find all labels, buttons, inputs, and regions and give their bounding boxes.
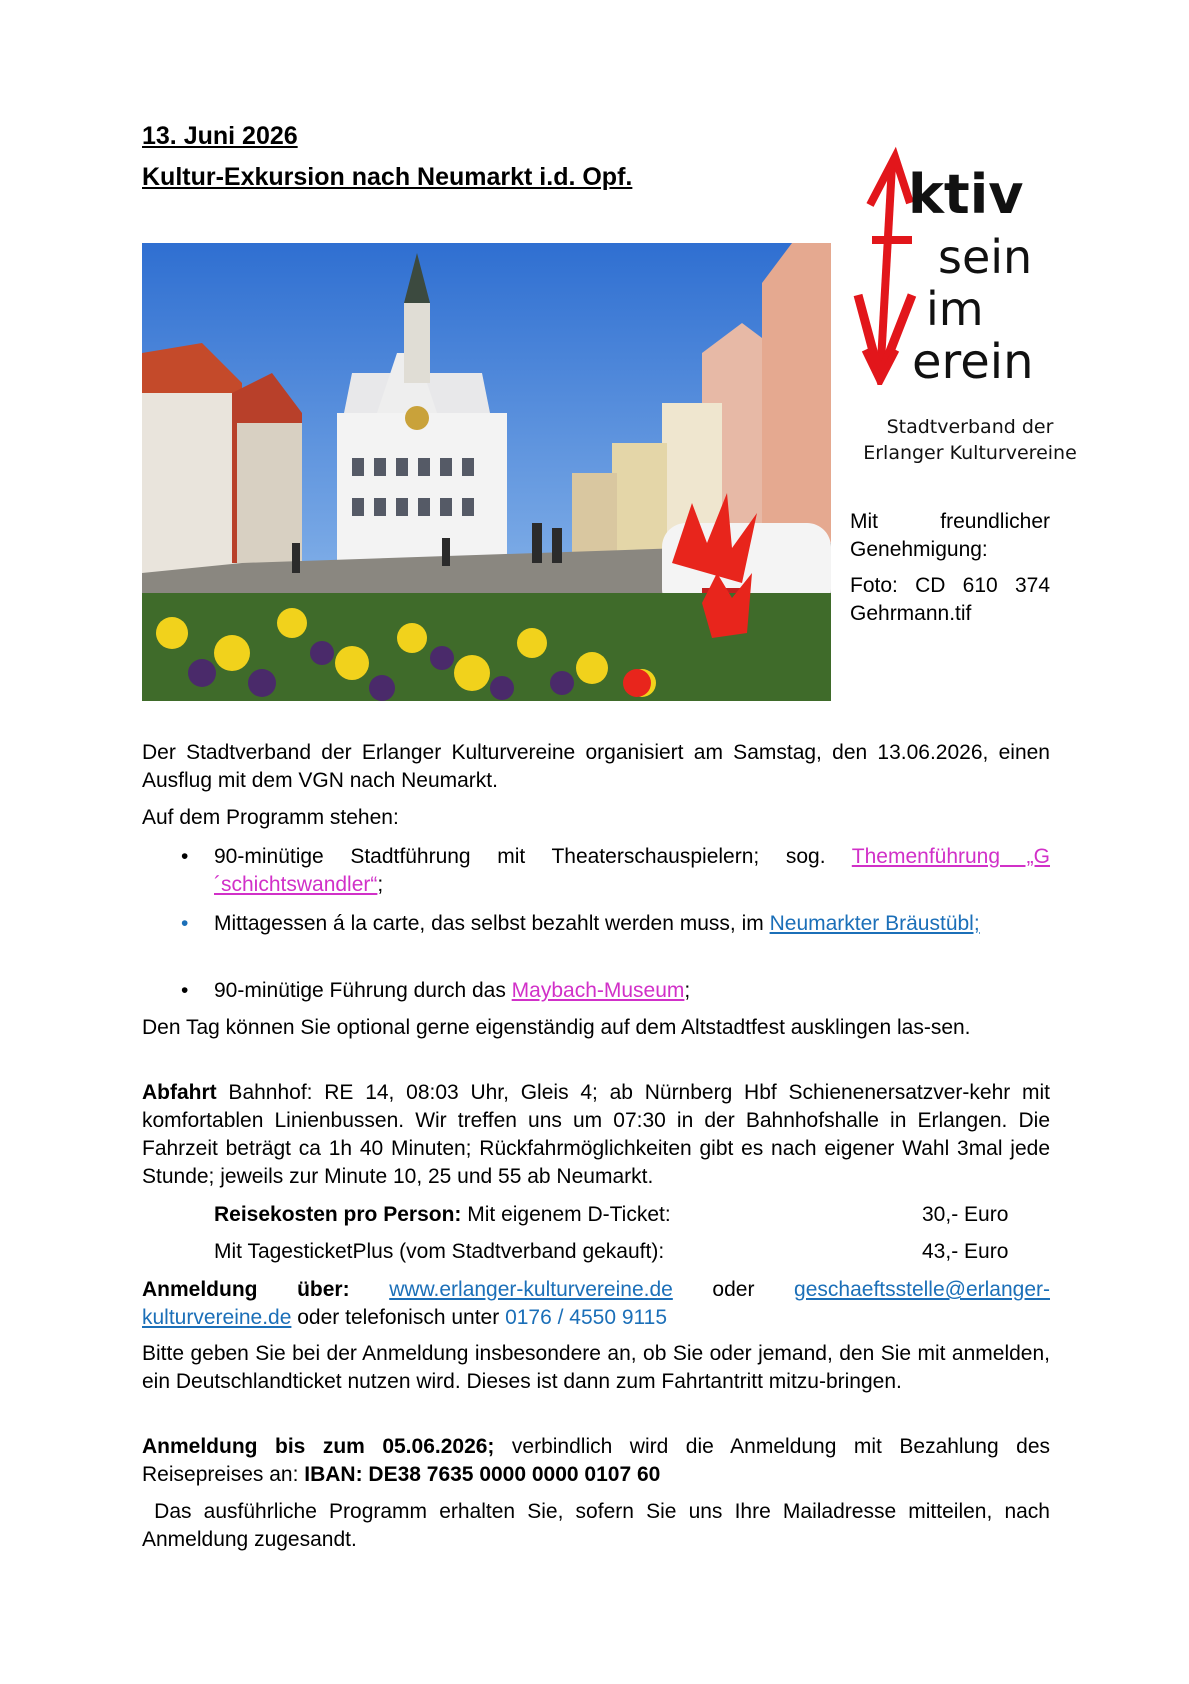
town-photo-illustration xyxy=(142,243,831,701)
logo-word-aktiv: ktiv xyxy=(908,163,1024,226)
iban: IBAN: DE38 7635 0000 0000 0107 60 xyxy=(304,1463,661,1486)
cost-amount-dticket: 30,- Euro xyxy=(922,1203,1009,1226)
departure-label: Abfahrt xyxy=(142,1081,217,1104)
ticket-note-paragraph: Bitte geben Sie bei der Anmeldung insbesondere an, ob Sie oder jemand, den Sie mit anmelden, ein Deutschlandticket nutzen wird. Dieses ist dann zum Fahrtantritt mitzu-bringen. xyxy=(142,1342,1050,1393)
registration-paragraph: Anmeldung über: www.erlanger-kulturvereine.de oder geschaeftsstelle@erlanger-kulturvereine.de oder telefonisch unter 0176 / 4550 9115 xyxy=(142,1278,1050,1329)
cost-amount-tagesticket: 43,- Euro xyxy=(922,1240,1009,1263)
neumarkt-town-square-photo xyxy=(142,243,831,701)
bullet-dot: • xyxy=(181,845,189,868)
photo-credit-permission: Mit freundlicher Genehmigung: xyxy=(850,510,1050,561)
deadline-paragraph: Anmeldung bis zum 05.06.2026; verbindlich wird die Anmeldung mit Bezahlung des Reisepreises an: IBAN: DE38 7635 0000 0000 0107 60 xyxy=(142,1435,1050,1486)
logo-word-im: im xyxy=(926,282,984,336)
bullet-dot: • xyxy=(181,912,189,935)
cost-row-tagesticket: Mit TagesticketPlus (vom Stadtverband gekauft): xyxy=(214,1240,665,1263)
event-date: 13. Juni 2026 xyxy=(142,122,298,150)
program-item-museum: 90-minütige Führung durch das Maybach-Museum; xyxy=(214,979,691,1002)
braeustuebl-link[interactable]: Neumarkter Bräustübl; xyxy=(769,912,980,935)
aktiv-sein-im-verein-logo xyxy=(850,145,1090,475)
departure-paragraph: Abfahrt Bahnhof: RE 14, 08:03 Uhr, Gleis 4; ab Nürnberg Hbf Schienenersatzver-kehr mit komfortablen Linienbussen. Wir treffen uns um 07:30 in der Bahnhofshalle in Erlangen. Die Fahrzeit beträgt ca 1h 40 Minuten; Rückfahrmöglichkeiten gibt es nach eigener Wahl 3mal jede Stunde; jeweils zur Minute 10, 25 und 55 ab Neumarkt. xyxy=(142,1081,1050,1188)
website-link[interactable]: www.erlanger-kulturvereine.de xyxy=(389,1278,673,1301)
intro-paragraph: Der Stadtverband der Erlanger Kulturvereine organisiert am Samstag, den 13.06.2026, einen Ausflug mit dem VGN nach Neumarkt. xyxy=(142,741,1050,792)
maybach-museum-link[interactable]: Maybach-Museum xyxy=(511,979,685,1002)
logo-org-line2: Erlanger Kulturvereine xyxy=(863,442,1077,464)
phone-number: 0176 / 4550 9115 xyxy=(505,1306,667,1329)
logo-word-erein: erein xyxy=(912,334,1034,390)
closing-paragraph: Den Tag können Sie optional gerne eigenständig auf dem Altstadtfest ausklingen las-sen. xyxy=(142,1016,971,1039)
program-label: Auf dem Programm stehen: xyxy=(142,806,399,829)
logo-org-line1: Stadtverband der xyxy=(886,416,1054,438)
photo-credit-source: Foto: CD 610 374 Gehrmann.tif xyxy=(850,574,1050,625)
cost-row-dticket: Reisekosten pro Person: Mit eigenem D-Ticket: xyxy=(214,1203,671,1226)
deadline-label: Anmeldung bis zum 05.06.2026; xyxy=(142,1435,495,1458)
final-paragraph: Das ausführliche Programm erhalten Sie, sofern Sie uns Ihre Mailadresse mitteilen, nach Anmeldung zugesandt. xyxy=(142,1500,1055,1551)
email-link[interactable]: geschaeftsstelle@erlanger-kulturvereine.de xyxy=(142,1278,1050,1329)
themenfuehrung-link[interactable]: Themenführung „G´schichtswandler“ xyxy=(214,845,1050,896)
program-item-lunch: Mittagessen á la carte, das selbst bezahlt werden muss, im Neumarkter Bräustübl; xyxy=(214,912,980,935)
event-title: Kultur-Exkursion nach Neumarkt i.d. Opf. xyxy=(142,163,633,191)
bullet-dot: • xyxy=(181,979,189,1002)
costs-label: Reisekosten pro Person: xyxy=(214,1203,462,1226)
registration-label: Anmeldung über: xyxy=(142,1278,350,1301)
program-item-city-tour: 90-minütige Stadtführung mit Theaterschauspielern; sog. Themenführung „G´schichtswandler“; xyxy=(214,845,1050,896)
logo-word-sein: sein xyxy=(938,230,1033,284)
